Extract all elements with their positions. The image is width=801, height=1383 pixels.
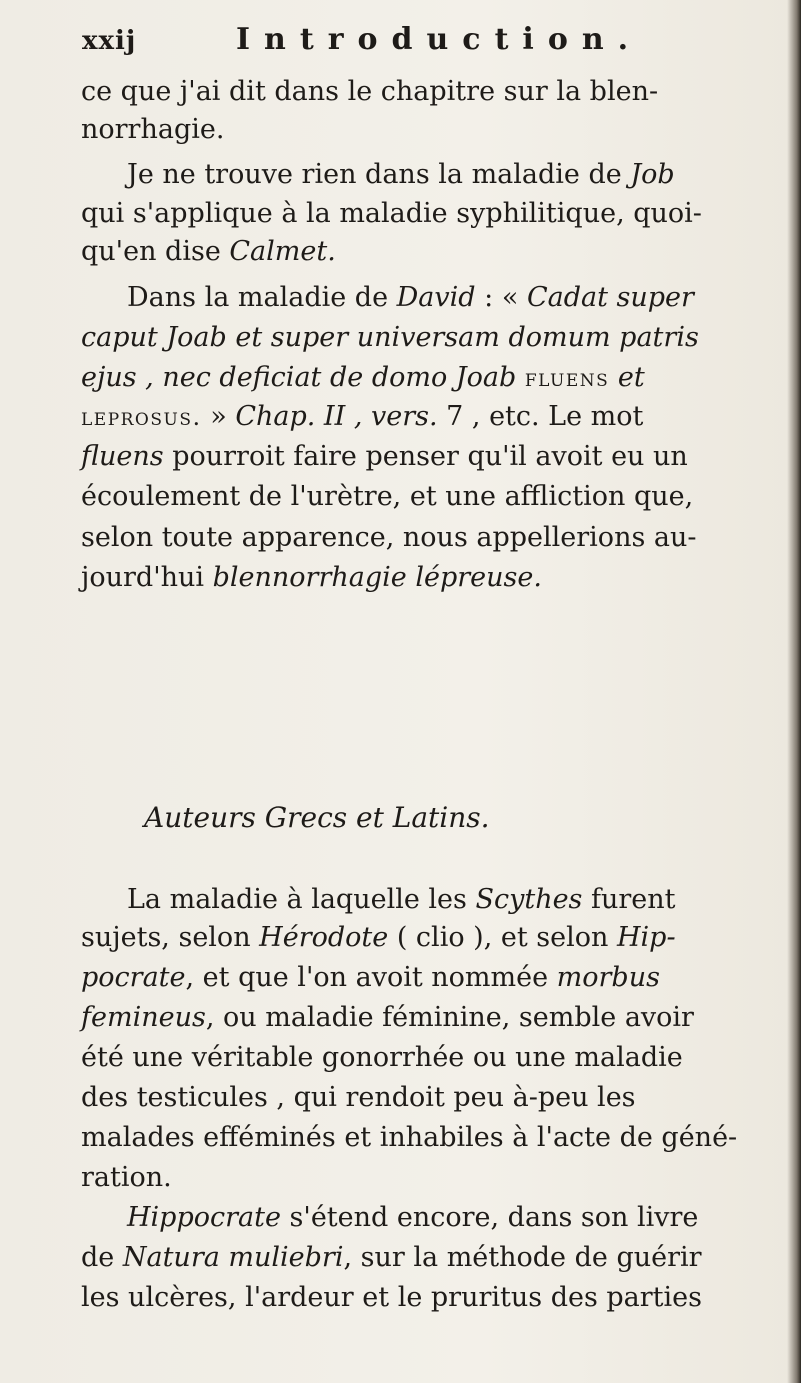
text-line: Hippocrate s'étend encore, dans son livre <box>127 1202 699 1233</box>
page-number: xxij <box>82 26 137 56</box>
text-line: qu'en dise Calmet. <box>81 236 336 267</box>
text-line: Je ne trouve rien dans la maladie de Job <box>127 159 675 190</box>
text-line: Dans la maladie de David : « Cadat super <box>127 282 694 313</box>
text-line: qui s'applique à la maladie syphilitique, quoi- <box>81 198 702 229</box>
text-line: sujets, selon Hérodote ( clio ), et selon Hip- <box>81 922 676 953</box>
text-line: La maladie à laquelle les Scythes furent <box>127 884 676 915</box>
text-line: caput Joab et super universam domum patris <box>81 322 699 353</box>
text-line: des testicules , qui rendoit peu à-peu les <box>81 1082 636 1113</box>
text-line: de Natura muliebri, sur la méthode de guérir <box>81 1242 702 1273</box>
text-line: ce que j'ai dit dans le chapitre sur la blen- <box>81 76 659 107</box>
text-line: fluens pourroit faire penser qu'il avoit eu un <box>81 441 688 472</box>
text-line: écoulement de l'urètre, et une affliction que, <box>81 481 694 512</box>
text-line: pocrate, et que l'on avoit nommée morbus <box>81 962 660 993</box>
section-heading: Auteurs Grecs et Latins. <box>144 801 490 834</box>
running-title: Introduction. <box>236 22 643 57</box>
text-line: jourd'hui blennorrhagie lépreuse. <box>81 562 542 593</box>
text-line: norrhagie. <box>81 114 225 145</box>
text-line: selon toute apparence, nous appellerions au- <box>81 522 697 553</box>
text-line: ejus , nec deficiat de domo Joab fluens et <box>81 362 645 393</box>
text-line: ration. <box>81 1162 172 1193</box>
text-line: été une véritable gonorrhée ou une maladie <box>81 1042 683 1073</box>
text-line: femineus, ou maladie féminine, semble avoir <box>81 1002 694 1033</box>
text-line: malades efféminés et inhabiles à l'acte de géné- <box>81 1122 738 1153</box>
text-line: leprosus. » Chap. II , vers. 7 , etc. Le mot <box>81 401 644 432</box>
text-line: les ulcères, l'ardeur et le pruritus des parties <box>81 1282 702 1313</box>
